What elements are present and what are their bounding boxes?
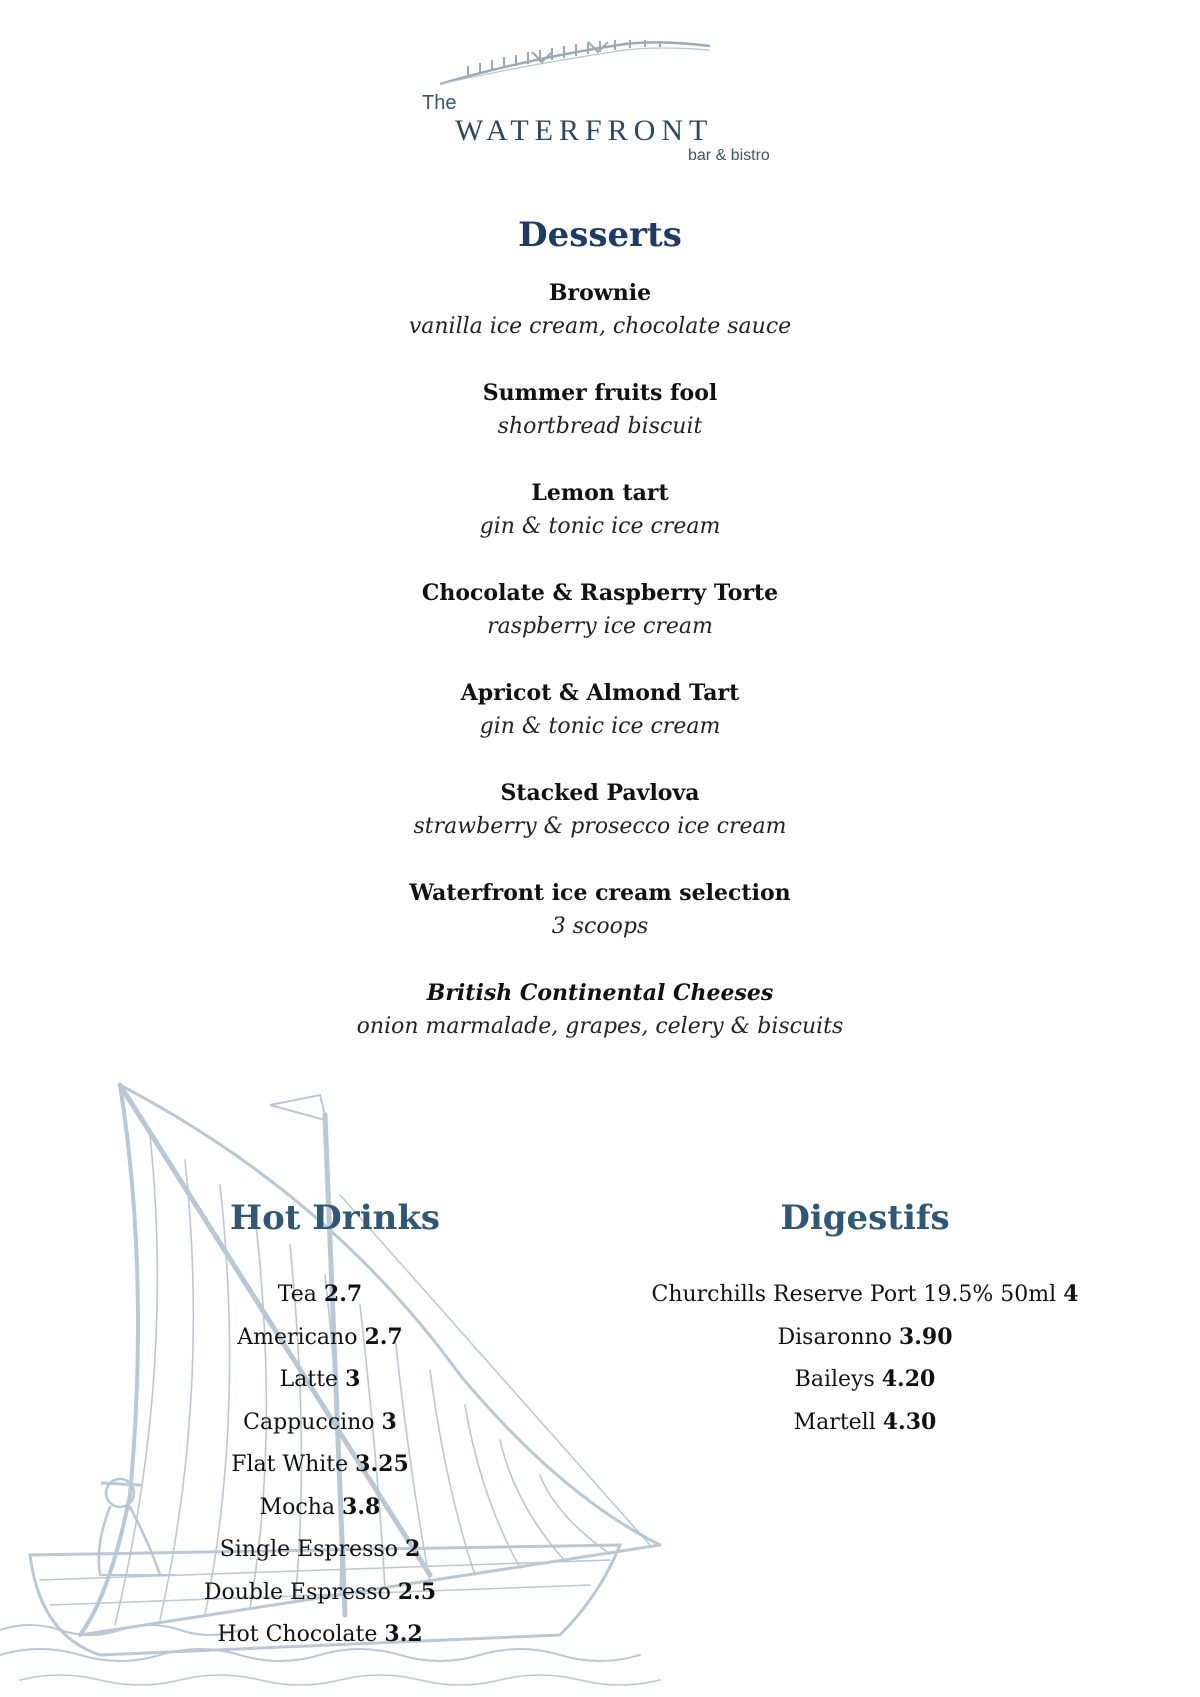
drink-price: 4 [1063,1281,1079,1307]
list-item [120,1571,520,1614]
dessert-item [0,876,1200,976]
list-item [620,1358,1110,1401]
drink-name: Martell [793,1409,876,1435]
dessert-name: Summer fruits fool [482,380,718,406]
hot-drinks-list [120,1273,520,1656]
dessert-item [0,976,1200,1076]
dessert-description: gin & tonic ice cream [479,514,721,539]
logo-name-text: WATERFRONT [455,114,714,147]
drink-price: 4.30 [882,1408,937,1435]
desserts-list [0,276,1200,1076]
list-item [120,1613,520,1656]
list-item [120,1486,520,1529]
dessert-description: raspberry ice cream [487,614,713,639]
hot-drinks-heading: Hot Drinks [229,1198,441,1238]
drink-name: Baileys [794,1367,875,1392]
dessert-name: Apricot & Almond Tart [460,680,740,706]
dessert-item [0,276,1200,376]
drink-price: 3.2 [384,1621,423,1647]
list-item [120,1443,520,1486]
dessert-description: gin & tonic ice cream [479,714,721,739]
dessert-description: 3 scoops [551,914,649,939]
drink-name: Hot Chocolate [217,1622,378,1647]
drink-price: 2.5 [397,1578,437,1605]
drink-name: Cappuccino [243,1409,375,1435]
drink-name: Single Espresso [219,1537,398,1562]
list-item [120,1273,520,1316]
drink-price: 2.7 [323,1281,363,1307]
digestifs-list [620,1273,1110,1443]
list-item [120,1528,520,1571]
list-item [620,1316,1110,1359]
dessert-name: Brownie [548,280,652,306]
dessert-description: strawberry & prosecco ice cream [413,814,787,839]
drink-name: Americano [237,1324,358,1350]
drink-price: 3.90 [898,1323,953,1350]
dessert-name: Waterfront ice cream selection [409,880,791,906]
dessert-name: Stacked Pavlova [500,780,700,806]
dessert-name: Chocolate & Raspberry Torte [421,580,779,606]
drink-price: 2 [404,1536,421,1562]
drink-name: Latte [279,1367,339,1392]
dessert-description: onion marmalade, grapes, celery & biscuits [356,1014,844,1039]
dessert-description: shortbread biscuit [497,414,703,439]
dessert-item [0,576,1200,676]
drink-name: Tea [277,1282,317,1307]
desserts-heading: Desserts [518,215,682,255]
logo-the-text: The [422,92,457,114]
dessert-name: British Continental Cheeses [426,980,774,1006]
drink-price: 2.7 [364,1323,403,1350]
dessert-description: vanilla ice cream, chocolate sauce [408,314,792,339]
drink-name: Churchills Reserve Port 19.5% 50ml [651,1282,1057,1307]
dessert-name: Lemon tart [531,480,669,506]
drink-price: 4.20 [881,1366,936,1392]
drink-price: 3.8 [342,1493,381,1520]
dessert-item [0,776,1200,876]
list-item [120,1358,520,1401]
digestifs-heading: Digestifs [780,1198,950,1238]
drink-price: 3 [345,1366,361,1392]
bridge-logo-icon [410,36,780,96]
drink-price: 3 [381,1408,397,1435]
drink-price: 3.25 [355,1451,409,1477]
dessert-item [0,676,1200,776]
logo-sub-text: bar & bistro [688,147,770,164]
drink-name: Disaronno [777,1324,892,1350]
dessert-item [0,476,1200,576]
drink-name: Mocha [259,1494,336,1520]
list-item [120,1316,520,1359]
list-item [620,1401,1110,1444]
drink-name: Double Espresso [203,1579,391,1605]
list-item [120,1401,520,1444]
drink-name: Flat White [231,1452,349,1477]
logo [410,36,780,176]
dessert-item [0,376,1200,476]
list-item [620,1273,1110,1316]
